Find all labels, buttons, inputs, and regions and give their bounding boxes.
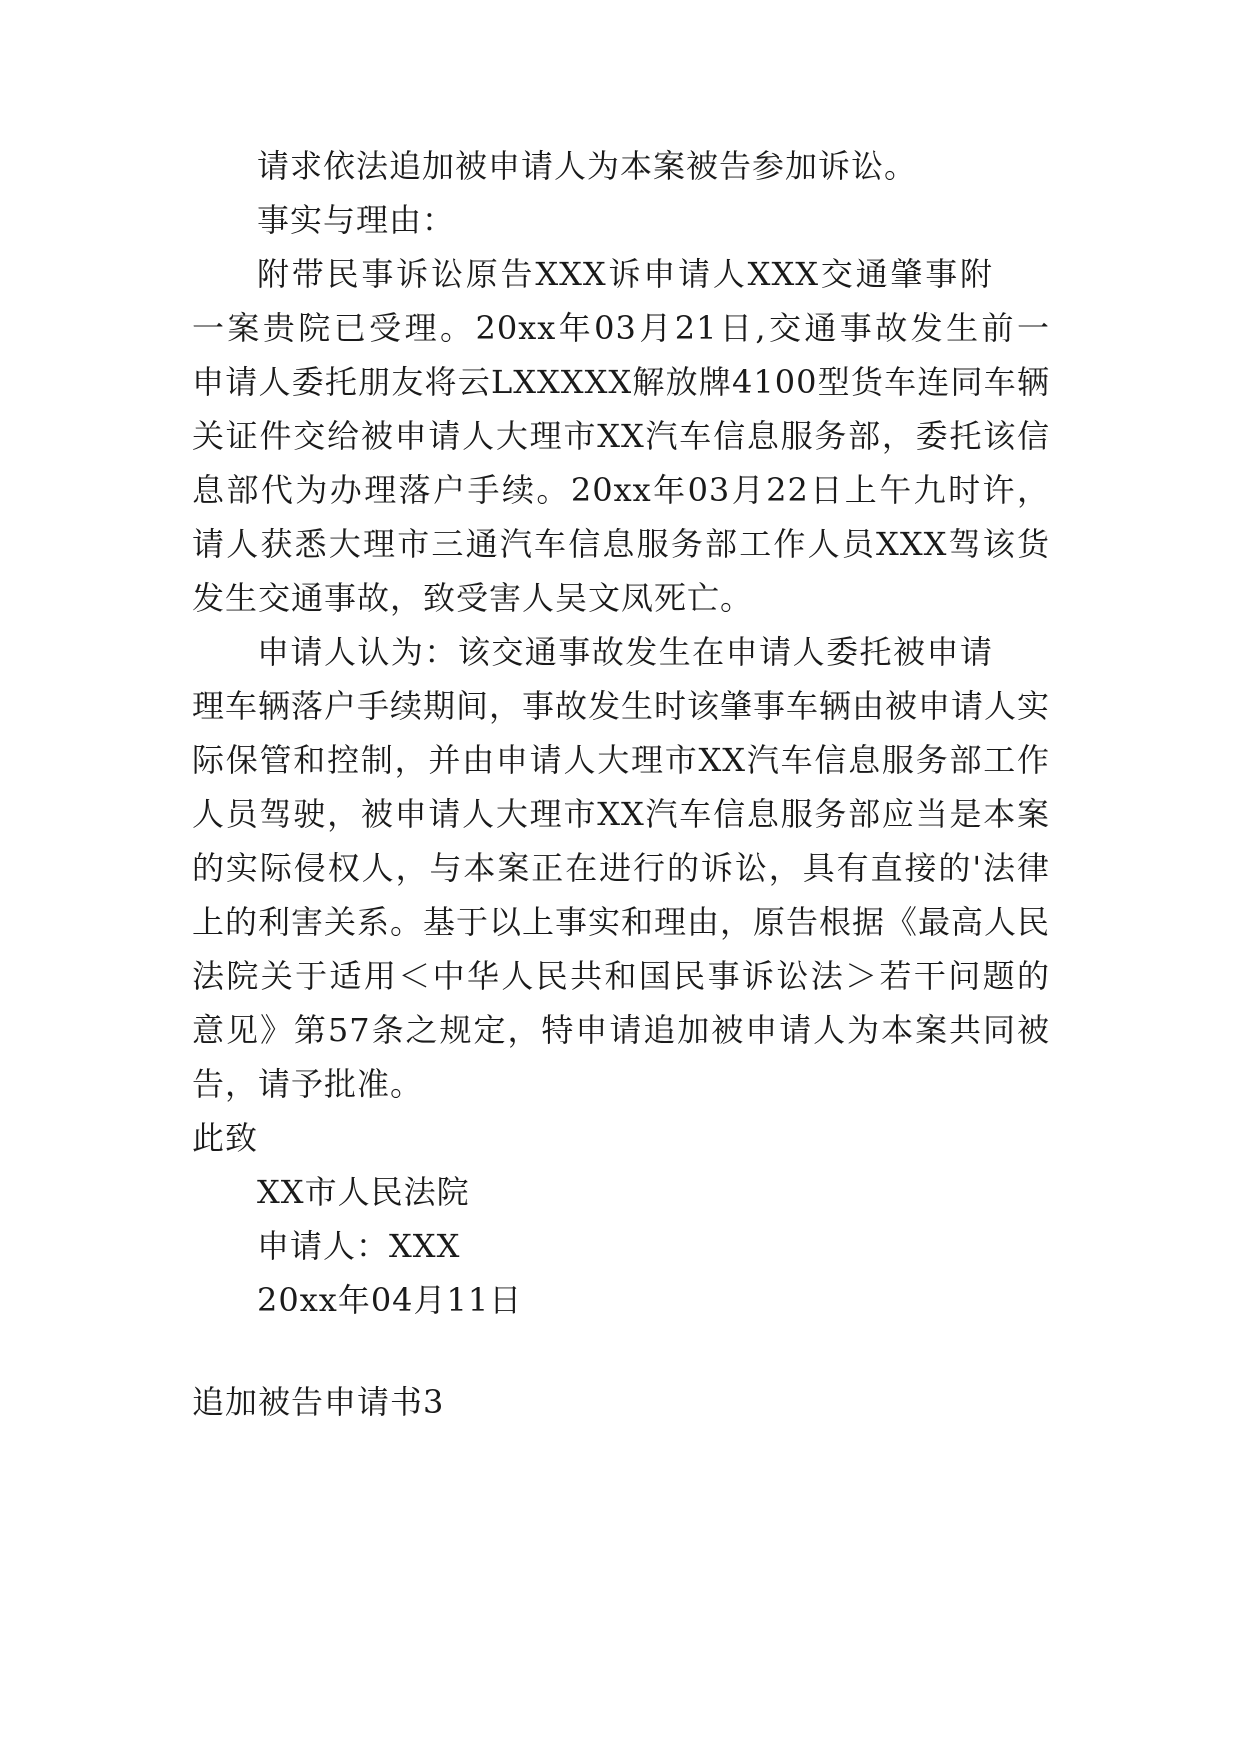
opinion-line-3: 际保管和控制，并由申请人大理市XX汽车信息服务部工作 [192, 741, 1050, 779]
facts-line-3: 申请人委托朋友将云LXXXXX解放牌4100型货车连同车辆 [192, 363, 1050, 401]
closing-salutation: 此致 [192, 1119, 259, 1157]
facts-line-6: 请人获悉大理市三通汽车信息服务部工作人员XXX驾该货 [192, 525, 1050, 563]
facts-line-5: 息部代为办理落户手续。20xx年03月22日上午九时许， [192, 471, 1050, 509]
opinion-line-8: 意见》第57条之规定，特申请追加被申请人为本案共同被 [192, 1011, 1050, 1049]
opinion-line-6: 上的利害关系。基于以上事实和理由，原告根据《最高人民 [192, 903, 1050, 941]
facts-line-7: 发生交通事故，致受害人吴文凤死亡。 [192, 579, 754, 617]
opinion-line-7: 法院关于适用＜中华人民共和国民事诉讼法＞若干问题的 [192, 957, 1050, 995]
next-section-title: 追加被告申请书3 [192, 1383, 445, 1421]
opinion-line-1: 申请人认为：该交通事故发生在申请人委托被申请 [257, 633, 993, 671]
opinion-line-2: 理车辆落户手续期间，事故发生时该肇事车辆由被申请人实 [192, 687, 1050, 725]
facts-line-4: 关证件交给被申请人大理市XX汽车信息服务部，委托该信 [192, 417, 1050, 455]
facts-line-2: 一案贵院已受理。20xx年03月21日,交通事故发生前一 [192, 309, 1050, 347]
opinion-line-9: 告，请予批准。 [192, 1065, 424, 1103]
closing-date: 20xx年04月11日 [257, 1281, 523, 1319]
closing-applicant: 申请人：XXX [257, 1227, 461, 1265]
facts-line-1: 附带民事诉讼原告XXX诉申请人XXX交通肇事附 [257, 255, 993, 293]
opinion-line-5: 的实际侵权人，与本案正在进行的诉讼，具有直接的'法律 [192, 849, 1050, 887]
request-paragraph: 请求依法追加被申请人为本案被告参加诉讼。 [257, 147, 918, 185]
opinion-line-4: 人员驾驶，被申请人大理市XX汽车信息服务部应当是本案 [192, 795, 1050, 833]
closing-court: XX市人民法院 [257, 1173, 470, 1211]
facts-heading: 事实与理由： [257, 201, 456, 239]
